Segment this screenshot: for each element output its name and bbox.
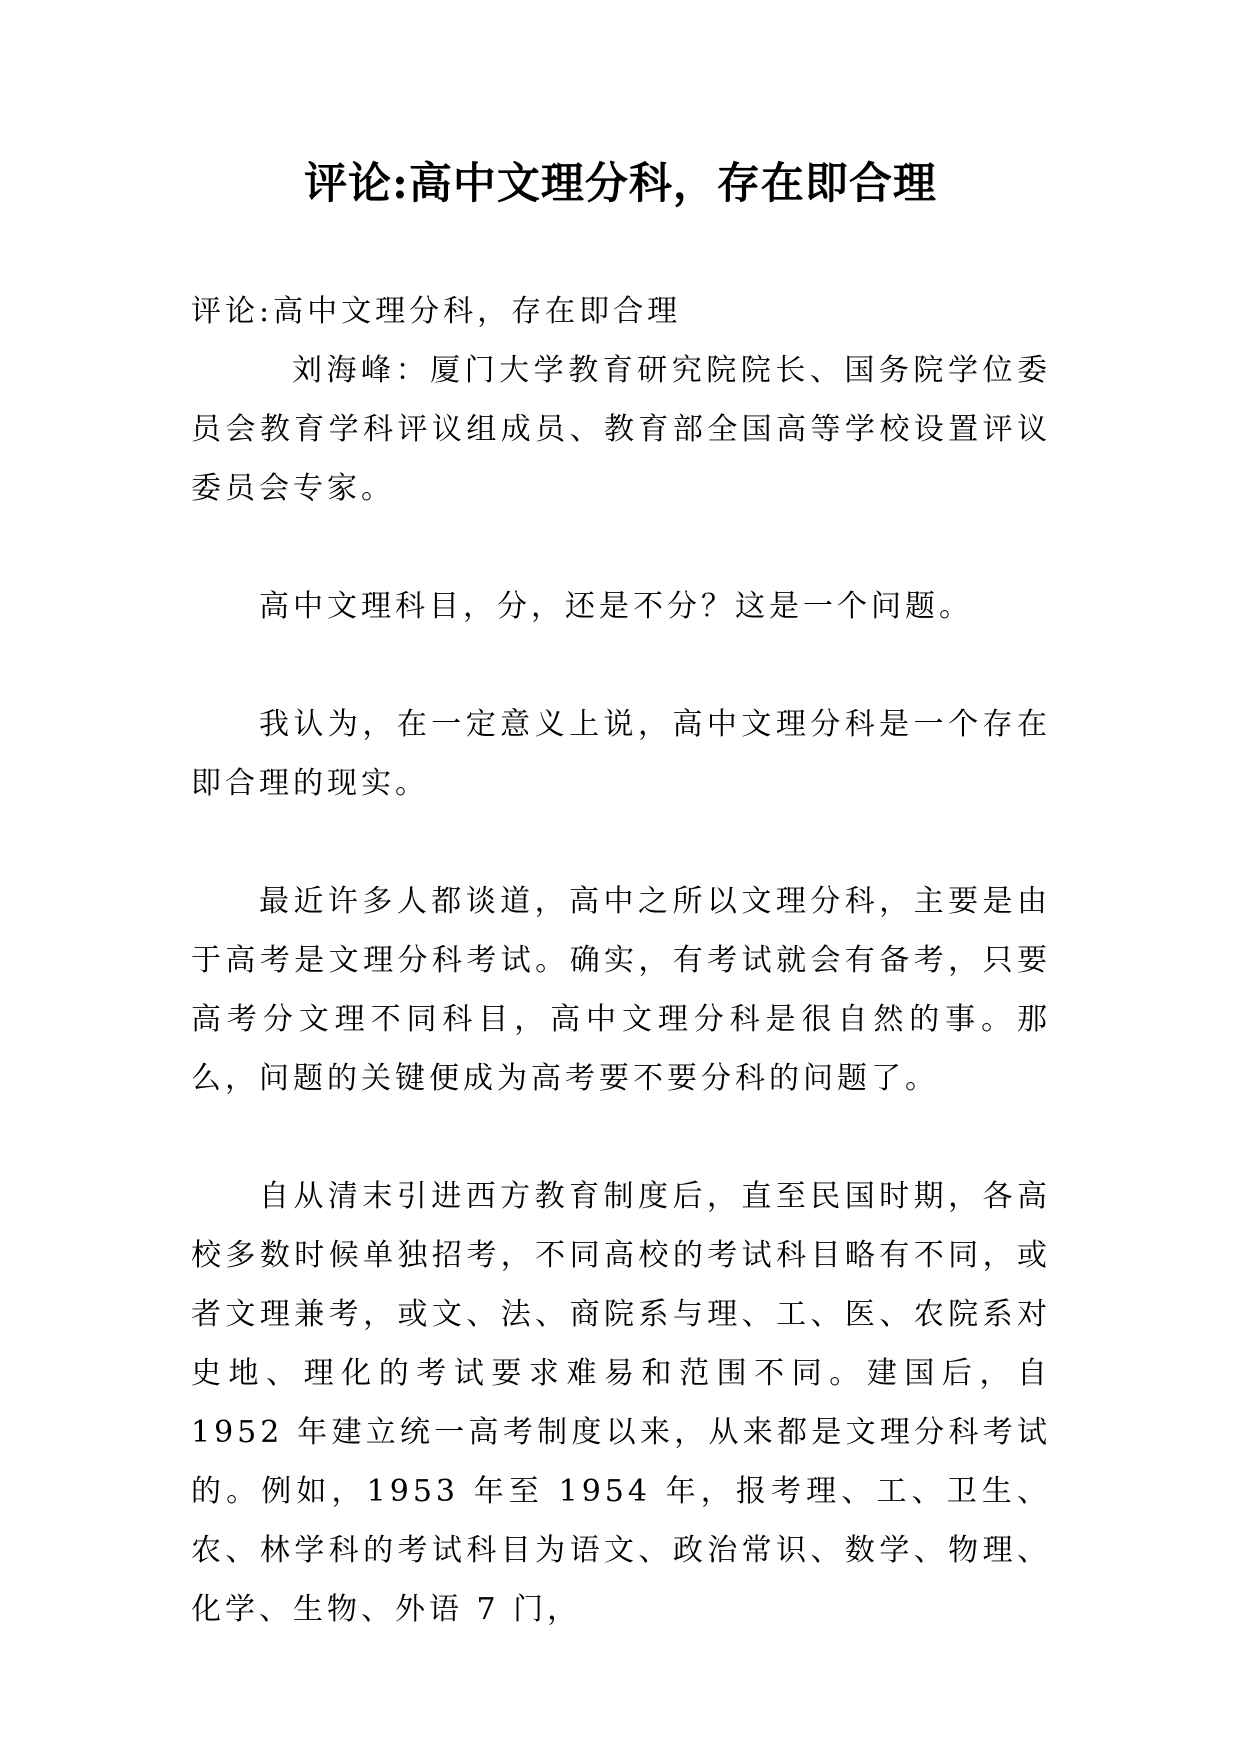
document-body <box>191 282 1051 1639</box>
author-bio-paragraph: 刘海峰：厦门大学教育研究院院长、国务院学位委员会教育学科评议组成员、教育部全国高等学校设置评议委员会专家。 <box>191 353 1051 506</box>
body-paragraph: 自从清末引进西方教育制度后，直至民国时期，各高校多数时候单独招考，不同高校的考试科目略有不同，或者文理兼考，或文、法、商院系与理、工、医、农院系对史地、理化的考试要求难易和范围不同。建国后，自 1952 年建立统一高考制度以来，从来都是文理分科考试的。例如，1953 年至 1954 年，报考理、工、卫生、农、林学科的考试科目为语文、政治常识、数学、物理、化学、生物、外语 7 门， <box>191 1179 1051 1627</box>
body-paragraph: 我认为，在一定意义上说，高中文理分科是一个存在即合理的现实。 <box>191 707 1051 801</box>
document-title: 评论:高中文理分科，存在即合理 <box>304 159 937 209</box>
body-paragraph: 高中文理科目，分，还是不分？这是一个问题。 <box>259 589 973 624</box>
subtitle-paragraph: 评论:高中文理分科，存在即合理 <box>191 294 682 329</box>
body-paragraph: 最近许多人都谈道，高中之所以文理分科，主要是由于高考是文理分科考试。确实，有考试就会有备考，只要高考分文理不同科目，高中文理分科是很自然的事。那么，问题的关键便成为高考要不要分科的问题了。 <box>191 884 1051 1096</box>
